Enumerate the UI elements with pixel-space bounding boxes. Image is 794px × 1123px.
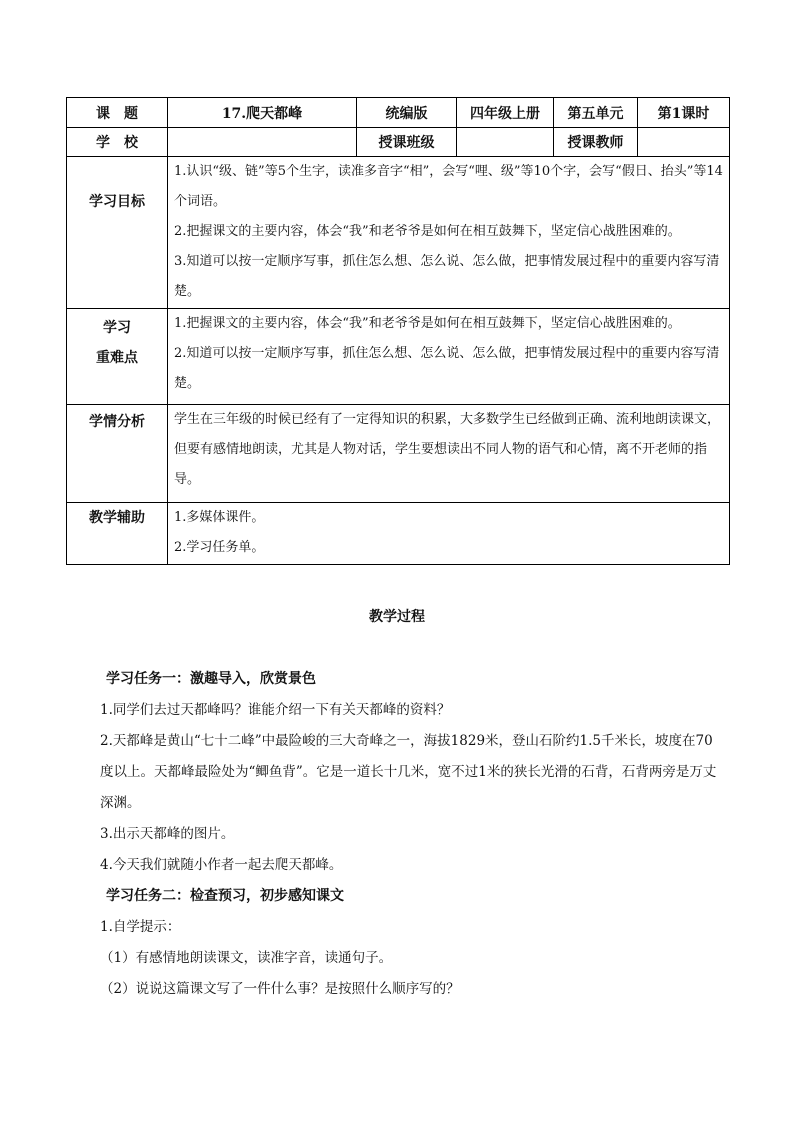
analysis-text: 学生在三年级的时候已经有了一定得知识的积累，大多数学生已经做到正确、流利地朗读课文，但要有感情地朗读，尤其是人物对话，学生要想读出不同人物的语气和心情，离不开老师的指导。 (174, 412, 721, 487)
aid-item: 1.多媒体课件。 (174, 510, 265, 525)
task1-item: 1.同学们去过天都峰吗？谁能介绍一下有关天都峰的资料？ (100, 702, 451, 718)
lesson-info-table (66, 97, 730, 565)
table-row (67, 128, 730, 157)
task1-item (100, 726, 720, 819)
analysis-label (67, 405, 168, 503)
school-label: 学 校 (67, 128, 168, 157)
task1-item: 3.出示天都峰的图片。 (100, 826, 235, 842)
section-title: 教学过程 (369, 609, 425, 625)
key-points-content (168, 309, 730, 405)
key-point-item: 1.把握课文的主要内容，体会“我”和老爷爷是如何在相互鼓舞下，坚定信心战胜困难的。 (174, 316, 681, 331)
edition-cell: 统编版 (357, 98, 457, 128)
process-body (100, 664, 720, 1005)
class-label: 授课班级 (357, 128, 457, 157)
grade-cell: 四年级上册 (457, 98, 554, 128)
task2-item: 1.自学提示： (100, 919, 181, 935)
table-row (67, 98, 730, 128)
aids-content (168, 503, 730, 565)
period-cell: 第1课时 (638, 98, 730, 128)
key-point-item: 2.知道可以按一定顺序写事，抓住怎么想、怎么说、怎么做，把事情发展过程中的重要内容写清楚。 (174, 346, 720, 391)
goal-item: 3.知道可以按一定顺序写事，抓住怎么想、怎么说、怎么做，把事情发展过程中的重要内容写清楚。 (174, 254, 720, 299)
goal-item: 2.把握课文的主要内容，体会“我”和老爷爷是如何在相互鼓舞下，坚定信心战胜困难的。 (174, 224, 681, 239)
aids-label-text: 教学辅助 (89, 510, 145, 526)
analysis-content (168, 405, 730, 503)
task2-item: （1）有感情地朗读课文，读准字音，读通句子。 (100, 950, 393, 966)
task1-heading: 学习任务一：激趣导入，欣赏景色 (106, 671, 316, 687)
key-points-label (67, 309, 168, 405)
table-row (67, 405, 730, 503)
aid-item: 2.学习任务单。 (174, 540, 265, 555)
table-row (67, 503, 730, 565)
lesson-title-label: 课 题 (67, 98, 168, 128)
analysis-label-text: 学情分析 (89, 414, 145, 430)
task1-item: 4.今天我们就随小作者一起去爬天都峰。 (100, 857, 343, 873)
task2-item: （2）说说这篇课文写了一件什么事？是按照什么顺序写的？ (100, 981, 460, 997)
table-row (67, 309, 730, 405)
goals-label (67, 157, 168, 309)
key-points-label-line1: 学习 (103, 320, 131, 336)
goal-item: 1.认识“级、链”等5个生字，读准多音字“相”，会写“哩、级”等10个字，会写“假日、抬头”等14个词语。 (174, 164, 723, 209)
teacher-label: 授课教师 (554, 128, 638, 157)
table-row (67, 157, 730, 309)
lesson-title: 17.爬天都峰 (168, 98, 357, 128)
task1-item-text: 2.天都峰是黄山“七十二峰”中最险峻的三大奇峰之一，海拔1829米，登山石阶约1.5千米长，坡度在70度以上。天都峰最险处为“鲫鱼背”。它是一道长十几米，宽不过1米的狭长光滑的石背，石背两旁是万丈深渊。 (100, 733, 717, 811)
unit-cell: 第五单元 (554, 98, 638, 128)
class-value (457, 128, 554, 157)
aids-label (67, 503, 168, 565)
goals-content (168, 157, 730, 309)
teacher-value (638, 128, 730, 157)
task2-heading: 学习任务二：检查预习，初步感知课文 (106, 888, 344, 904)
key-points-label-line2: 重难点 (96, 350, 138, 366)
goals-label-text: 学习目标 (89, 194, 145, 210)
school-value (168, 128, 357, 157)
